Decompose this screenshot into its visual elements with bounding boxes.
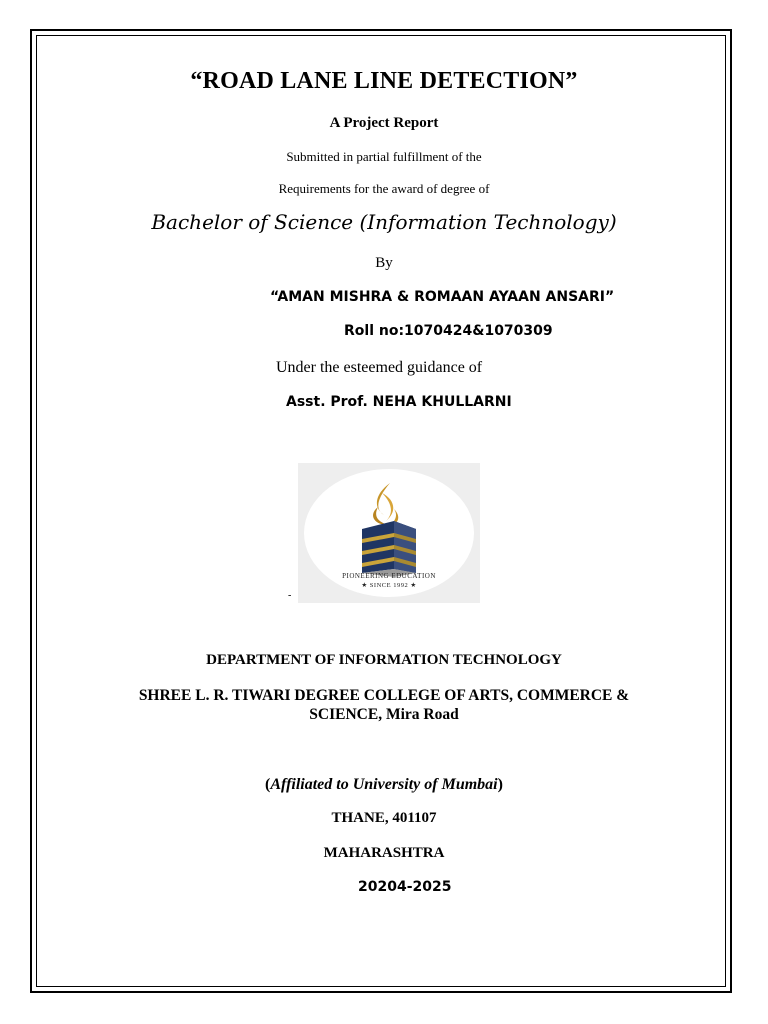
affiliation — [0, 776, 768, 794]
degree-name: Bachelor of Science (Information Technology) — [151, 210, 617, 234]
author-names: “AMAN MISHRA & ROMAAN AYAAN ANSARI” — [270, 289, 615, 305]
report-type: A Project Report — [329, 115, 439, 131]
requirements-statement: Requirements for the award of degree of — [278, 181, 490, 196]
affiliation-open: ( — [265, 776, 271, 793]
affiliation-text: Affiliated to University of Mumbai — [270, 776, 498, 793]
stray-mark: - — [288, 590, 292, 601]
guide-name: Asst. Prof. NEHA KHULLARNI — [286, 394, 512, 410]
department-name: DEPARTMENT OF INFORMATION TECHNOLOGY — [206, 652, 562, 668]
college-name-line1: SHREE L. R. TIWARI DEGREE COLLEGE OF ARTS, COMMERCE & — [138, 687, 630, 704]
by-label: By — [375, 255, 393, 271]
college-name-line2: SCIENCE, Mira Road — [309, 706, 459, 723]
guidance-label: Under the esteemed guidance of — [276, 359, 483, 376]
affiliation-close: ) — [497, 776, 503, 793]
logo-caption: PIONEERING EDUCATION — [342, 572, 436, 580]
state-name: MAHARASHTRA — [323, 845, 445, 861]
submission-statement: Submitted in partial fulfillment of the — [286, 149, 482, 164]
academic-year: 20204-2025 — [358, 879, 452, 895]
college-logo — [298, 463, 480, 603]
roll-numbers: Roll no:1070424&1070309 — [344, 323, 553, 339]
logo-since: ★ SINCE 1992 ★ — [361, 582, 417, 589]
city-pincode: THANE, 401107 — [331, 810, 437, 826]
report-title: “ROAD LANE LINE DETECTION” — [190, 68, 578, 94]
